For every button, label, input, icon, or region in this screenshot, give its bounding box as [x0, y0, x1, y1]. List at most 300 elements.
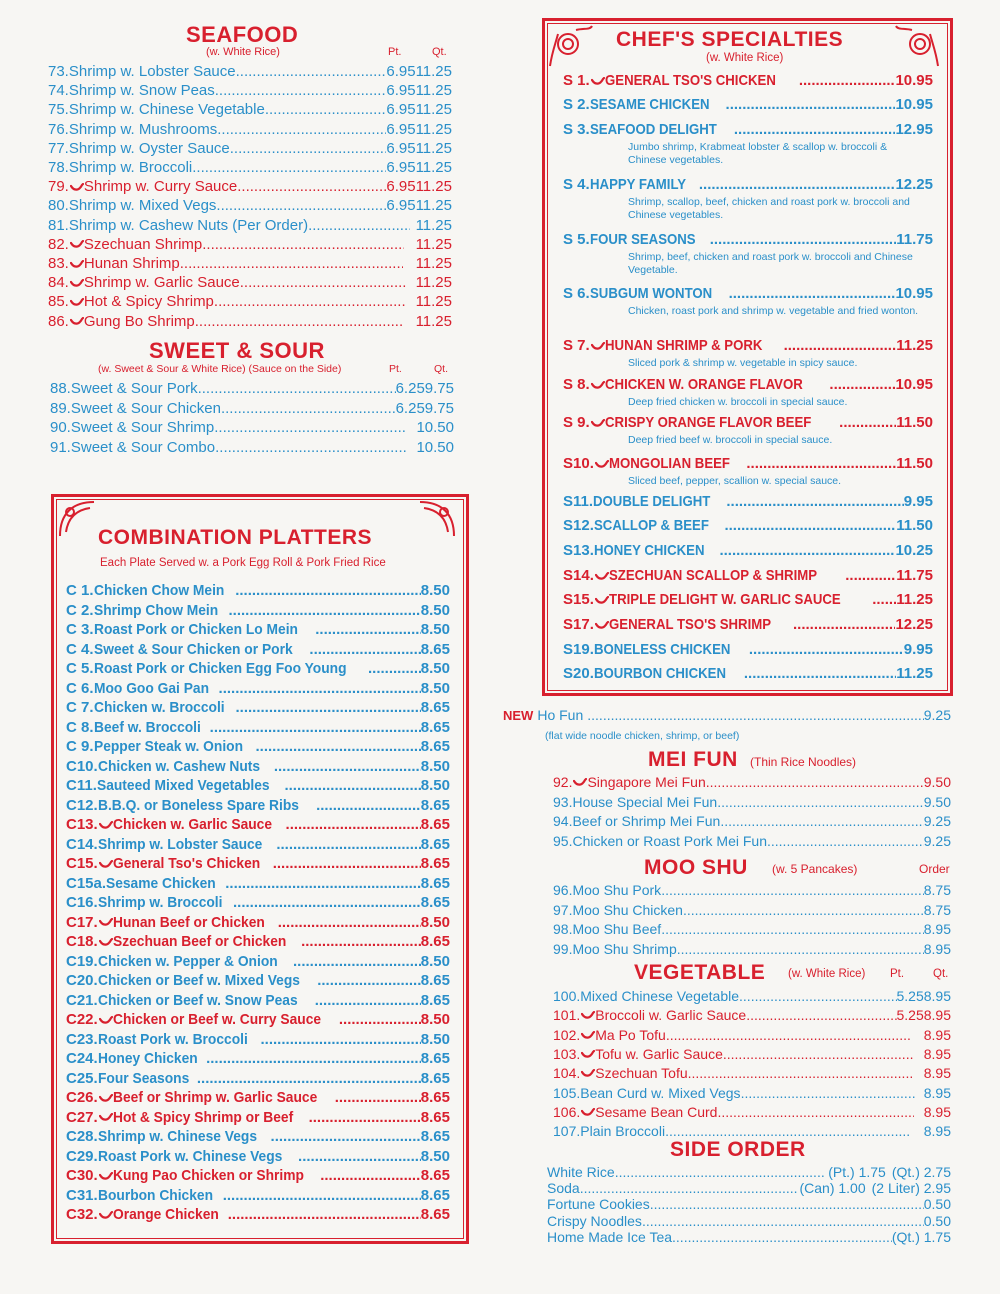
item-price: 8.75: [923, 882, 951, 898]
item-price-quart: 8.95: [923, 1026, 951, 1043]
item-name: Singapore Mei Fun: [587, 774, 706, 790]
combo-item-row: [66, 1011, 450, 1031]
chili-pepper-icon: [581, 1069, 595, 1077]
item-name: Sweet & Sour Chicken: [70, 399, 221, 417]
ornament-corner-icon: [56, 498, 96, 538]
combo-item-row: [66, 914, 450, 934]
item-price: 9.50: [923, 774, 951, 790]
item-name: Four Seasons: [97, 1069, 189, 1087]
item-number: C 6.: [66, 679, 94, 697]
menu-item-row: [553, 813, 951, 829]
item-number: 102.: [553, 1027, 595, 1043]
item-name: FOUR SEASONS: [589, 231, 696, 248]
item-price: 8.65: [420, 1206, 450, 1223]
side-order-row: [547, 1164, 951, 1180]
menu-item-row: [553, 941, 951, 957]
item-name: Soda: [547, 1180, 580, 1197]
item-price: 11.25: [896, 665, 933, 682]
item-name: Honey Chicken: [97, 1050, 198, 1067]
item-name: Chicken w. Pepper & Onion: [97, 952, 278, 970]
item-price: 8.50: [420, 621, 450, 638]
item-price-quart: 11.25: [415, 159, 452, 176]
item-price-pint: 6.25: [395, 380, 425, 397]
menu-item-row: [553, 1046, 951, 1062]
item-price: 8.65: [420, 855, 450, 872]
combo-item-row: [66, 738, 450, 758]
ornament-corner-icon: [418, 498, 458, 538]
menu-item-row: [553, 1065, 951, 1081]
item-price: 11.50: [896, 455, 933, 472]
chili-pepper-icon: [99, 1172, 113, 1180]
item-number: 93.: [553, 793, 573, 810]
chef-item-row: [563, 517, 933, 534]
item-price-small: (Pt.) 1.75: [828, 1164, 886, 1180]
item-name: HONEY CHICKEN: [593, 542, 705, 559]
item-name: Sweet & Sour Shrimp: [70, 419, 215, 437]
item-price: 8.65: [420, 1069, 450, 1087]
ho-fun-name: Ho Fun: [537, 707, 584, 723]
item-number: S 6.: [563, 285, 590, 302]
item-name: Moo Shu Shrimp: [572, 940, 677, 957]
side-order-title: SIDE ORDER: [670, 1138, 806, 1161]
item-number: 91.: [50, 438, 71, 456]
seafood-title: SEAFOOD: [186, 22, 299, 47]
item-name: SEAFOOD DELIGHT: [589, 121, 717, 138]
item-name: Sweet & Sour Combo: [70, 438, 216, 456]
item-description: Shrimp, beef, chicken and roast pork w. broccoli and Chinese Vegetable.: [628, 251, 913, 276]
item-name: Shrimp w. Mixed Vegs: [68, 197, 217, 215]
item-name: Bean Curd w. Mixed Vegs: [580, 1084, 741, 1101]
item-price-quart: 10.50: [416, 419, 454, 437]
item-price-quart: 8.95: [923, 1065, 951, 1082]
ho-fun-price: 9.25: [923, 707, 951, 723]
item-name: Broccoli w. Garlic Sauce: [595, 1007, 747, 1024]
item-price: 11.50: [896, 517, 933, 534]
menu-item-row: [48, 313, 452, 332]
item-price: 8.50: [420, 1011, 450, 1028]
item-number: 90.: [50, 419, 71, 437]
chili-pepper-icon: [99, 1016, 113, 1024]
item-number: C21.: [66, 991, 98, 1009]
chili-pepper-icon: [595, 621, 609, 629]
item-number: 86.: [48, 313, 84, 330]
combo-item-row: [66, 777, 450, 797]
item-name: DOUBLE DELIGHT: [593, 493, 711, 510]
item-number: 80.: [48, 197, 69, 215]
item-price: 10.25: [895, 542, 933, 559]
item-number: C26.: [66, 1089, 113, 1106]
item-number: C22.: [66, 1011, 113, 1028]
item-name: HUNAN SHRIMP & PORK: [604, 337, 763, 354]
item-number: S 2.: [563, 96, 590, 113]
item-price: 0.50: [923, 1212, 951, 1229]
combo-item-row: [66, 758, 450, 778]
item-number: C 4.: [66, 640, 94, 658]
item-price: 8.50: [420, 679, 450, 697]
item-price: 11.25: [896, 337, 933, 354]
chili-pepper-icon: [70, 240, 84, 248]
item-number: 95.: [553, 832, 573, 849]
item-price: 8.50: [420, 952, 450, 970]
item-price: 8.65: [420, 874, 450, 892]
item-name: Kung Pao Chicken or Shrimp: [112, 1167, 304, 1184]
item-number: 77.: [48, 139, 69, 157]
item-name: Roast Pork w. Chinese Vegs: [97, 1147, 283, 1165]
item-price-quart: 8.95: [923, 988, 951, 1004]
item-name: Mixed Chinese Vegetable: [580, 988, 740, 1004]
item-price: 8.65: [420, 640, 450, 658]
combo-item-row: [66, 660, 450, 680]
item-price-pint: 5.25: [896, 1007, 924, 1024]
item-number: S 4.: [563, 176, 590, 193]
item-number: C13.: [66, 816, 113, 833]
chef-item-row: [563, 616, 933, 633]
item-name: Shrimp w. Chinese Vegs: [97, 1128, 257, 1145]
item-price: (2 Liter) 2.95: [871, 1180, 951, 1197]
item-name: GENERAL TSO'S SHRIMP: [608, 616, 771, 633]
item-number: S 7.: [563, 337, 605, 354]
item-price: 8.75: [923, 901, 951, 918]
item-name: Szechuan Shrimp: [83, 235, 203, 253]
item-name: Hunan Shrimp: [83, 255, 180, 272]
menu-item-row: [48, 236, 452, 255]
item-price-quart: 11.25: [415, 139, 452, 157]
rose-ornament-icon: [894, 22, 942, 70]
combo-item-row: [66, 797, 450, 817]
item-price: 12.25: [895, 176, 933, 193]
item-price-pint: 6.95: [386, 63, 416, 80]
mei-fun-title: MEI FUN: [648, 748, 738, 771]
item-name: Hot & Spicy Shrimp: [83, 293, 214, 311]
combo-item-row: [66, 1109, 450, 1129]
item-number: C11.: [66, 777, 97, 794]
item-number: C 7.: [66, 699, 94, 716]
chili-pepper-icon: [70, 279, 84, 287]
item-name: Beef or Shrimp w. Garlic Sauce: [112, 1089, 317, 1106]
item-price: 8.65: [420, 972, 450, 989]
item-number: S11.: [563, 493, 594, 510]
item-price-pint: 6.95: [386, 197, 416, 215]
item-name: CHICKEN W. ORANGE FLAVOR: [604, 376, 803, 393]
chef-item-row: [563, 176, 933, 193]
side-order-row: [547, 1229, 951, 1245]
item-number: C 9.: [66, 738, 94, 755]
item-number: S10.: [563, 455, 609, 472]
side-order-row: [547, 1196, 951, 1212]
item-price: 12.95: [895, 121, 933, 138]
item-name: Roast Pork or Chicken Egg Foo Young: [93, 660, 347, 677]
combo-item-row: [66, 1148, 450, 1168]
item-price: 8.65: [420, 796, 450, 814]
item-name: Bourbon Chicken: [97, 1186, 213, 1204]
item-price: 8.65: [420, 816, 450, 833]
item-price: 8.50: [420, 913, 450, 931]
item-name: Szechuan Beef or Chicken: [112, 933, 287, 950]
item-price-quart: 10.50: [416, 438, 454, 456]
item-number: 97.: [553, 901, 573, 918]
item-name: Gung Bo Shrimp: [83, 312, 195, 330]
combo-item-row: [66, 719, 450, 739]
item-name: SUBGUM WONTON: [589, 285, 712, 302]
item-number: 73.: [48, 63, 69, 80]
item-price-pint: 6.95: [386, 82, 416, 100]
item-name: GENERAL TSO'S CHICKEN: [604, 72, 776, 89]
sweet-sour-title: SWEET & SOUR: [149, 338, 325, 363]
combo-item-row: [66, 953, 450, 973]
combo-item-row: [66, 1206, 450, 1226]
item-name: Chicken w. Broccoli: [93, 699, 225, 716]
item-name: White Rice: [547, 1164, 615, 1180]
item-price-quart: 11.25: [415, 197, 452, 215]
side-order-row: [547, 1213, 951, 1229]
vegetable-subtitle: (w. White Rice): [788, 968, 866, 980]
item-price: 8.95: [923, 921, 951, 937]
menu-item-row: [48, 274, 452, 293]
side-order-row: [547, 1180, 951, 1196]
item-number: S 9.: [563, 414, 605, 431]
item-price: 8.50: [420, 1147, 450, 1165]
combo-item-row: [66, 816, 450, 836]
sweet-sour-col-pt: Pt.: [389, 363, 402, 375]
item-price: 8.65: [420, 991, 450, 1009]
item-price-quart: 8.95: [923, 1123, 951, 1140]
item-number: S 8.: [563, 376, 605, 393]
item-price: 12.25: [895, 616, 933, 633]
item-name: Roast Pork or Chicken Lo Mein: [93, 621, 298, 638]
combo-item-row: [66, 836, 450, 856]
combo-item-row: [66, 875, 450, 895]
item-number: 83.: [48, 255, 84, 272]
item-name: Chicken or Roast Pork Mei Fun: [572, 832, 767, 849]
seafood-subtitle: (w. White Rice): [206, 46, 280, 58]
item-description: Shrimp, scallop, beef, chicken and roast pork w. broccoli and Chinese vegetables.: [628, 196, 910, 221]
combo-item-row: [66, 972, 450, 992]
item-number: C29.: [66, 1147, 98, 1165]
menu-item-row: [50, 400, 454, 417]
item-name: Chicken w. Garlic Sauce: [112, 816, 272, 833]
chef-subtitle: (w. White Rice): [706, 52, 784, 64]
item-price-quart: 9.75: [424, 380, 454, 397]
item-price: 8.65: [420, 1167, 450, 1184]
item-price: 8.50: [420, 757, 450, 775]
menu-item-row: [48, 140, 452, 159]
item-number: C15.: [66, 855, 113, 872]
item-description: Deep fried beef w. broccoli in special sauce.: [628, 434, 833, 446]
item-number: 106.: [553, 1104, 595, 1120]
chef-item-row: [563, 493, 933, 510]
item-price: 8.50: [420, 777, 450, 794]
item-price: 10.95: [895, 376, 933, 393]
chef-item-row: [563, 567, 933, 584]
item-name: Hunan Beef or Chicken: [112, 913, 265, 931]
combo-item-row: [66, 602, 450, 622]
item-name: Sweet & Sour Pork: [70, 380, 198, 397]
item-name: Shrimp w. Garlic Sauce: [83, 274, 240, 292]
combo-item-row: [66, 1031, 450, 1051]
item-number: 98.: [553, 921, 573, 937]
item-name: Ma Po Tofu: [595, 1026, 666, 1043]
menu-item-row: [48, 197, 452, 216]
item-price: 8.65: [420, 718, 450, 736]
item-name: Pepper Steak w. Onion: [93, 738, 243, 755]
item-name: Chicken or Beef w. Mixed Vegs: [97, 972, 300, 989]
item-name: Tofu w. Garlic Sauce: [595, 1045, 723, 1062]
item-name: Sweet & Sour Chicken or Pork: [93, 640, 293, 658]
chili-pepper-icon: [595, 572, 609, 580]
item-number: C18.: [66, 933, 113, 950]
chili-pepper-icon: [591, 381, 605, 389]
item-name: SZECHUAN SCALLOP & SHRIMP: [608, 567, 817, 584]
sweet-sour-subtitle: (w. Sweet & Sour & White Rice) (Sauce on the Side): [98, 363, 342, 375]
item-number: C30.: [66, 1167, 113, 1184]
chef-item-row: [563, 665, 933, 682]
chili-pepper-icon: [99, 860, 113, 868]
item-price-quart: 11.25: [415, 255, 452, 272]
moo-shu-title: MOO SHU: [644, 856, 748, 879]
menu-item-row: [50, 380, 454, 397]
item-name: Moo Shu Beef: [572, 921, 662, 937]
item-number: 74.: [48, 82, 69, 100]
ho-fun-row: [503, 707, 951, 723]
vegetable-col-qt: Qt.: [933, 968, 949, 980]
chili-pepper-icon: [581, 1108, 595, 1116]
item-name: Fortune Cookies: [547, 1196, 650, 1213]
item-price-quart: 8.95: [923, 1045, 951, 1062]
item-name: Sauteed Mixed Vegetables: [96, 777, 270, 794]
item-number: 103.: [553, 1046, 595, 1062]
chili-pepper-icon: [99, 821, 113, 829]
item-price-pint: 6.95: [386, 159, 416, 176]
menu-item-row: [48, 217, 452, 236]
item-name: Chicken or Beef w. Snow Peas: [97, 991, 298, 1009]
item-price: 8.65: [420, 1108, 450, 1126]
item-name: Shrimp w. Lobster Sauce: [97, 835, 263, 853]
item-name: Shrimp w. Snow Peas: [68, 82, 215, 100]
item-description: Deep fried chicken w. broccoli in special sauce.: [628, 396, 848, 408]
combo-item-row: [66, 894, 450, 914]
item-number: 101.: [553, 1007, 595, 1023]
item-number: 89.: [50, 399, 71, 417]
item-number: S 3.: [563, 121, 590, 138]
item-name: Home Made Ice Tea: [547, 1228, 673, 1245]
item-name: Beef w. Broccoli: [93, 718, 201, 736]
item-name: HAPPY FAMILY: [589, 176, 686, 193]
item-number: C27.: [66, 1109, 113, 1126]
item-name: Beef or Shrimp Mei Fun: [572, 813, 721, 829]
combo-item-row: [66, 680, 450, 700]
item-name: Shrimp w. Chinese Vegetable: [68, 101, 265, 119]
vegetable-title: VEGETABLE: [634, 961, 766, 984]
item-name: Shrimp w. Cashew Nuts (Per Order): [68, 216, 309, 234]
combination-title: COMBINATION PLATTERS: [98, 526, 373, 549]
item-price-pint: 6.95: [386, 101, 416, 119]
menu-item-row: [553, 794, 951, 810]
item-number: C25.: [66, 1069, 98, 1087]
item-number: 78.: [48, 159, 69, 176]
chili-pepper-icon: [99, 938, 113, 946]
item-number: S12.: [563, 517, 594, 534]
item-price-quart: 9.75: [424, 399, 454, 417]
item-price: 8.50: [420, 1030, 450, 1048]
item-name: Sesame Bean Curd: [595, 1103, 718, 1120]
item-price: 10.95: [895, 285, 933, 302]
item-name: General Tso's Chicken: [112, 855, 260, 872]
item-number: C14.: [66, 835, 98, 853]
item-price: 9.25: [923, 832, 951, 849]
menu-item-row: [48, 159, 452, 178]
combo-item-row: [66, 582, 450, 602]
item-price-quart: 11.25: [415, 274, 452, 292]
vegetable-col-pt: Pt.: [890, 968, 905, 980]
chili-pepper-icon: [99, 1094, 113, 1102]
item-number: 75.: [48, 101, 69, 119]
item-number: 84.: [48, 274, 84, 291]
chef-item-row: [563, 72, 933, 89]
combo-item-row: [66, 641, 450, 661]
item-price-quart: 11.25: [415, 293, 452, 311]
item-name: Plain Broccoli: [580, 1123, 666, 1140]
sweet-sour-col-qt: Qt.: [434, 363, 449, 375]
item-price-pint: 6.95: [386, 139, 416, 157]
chili-pepper-icon: [99, 918, 113, 926]
item-price-quart: 8.95: [923, 1007, 951, 1024]
item-number: C 1.: [66, 582, 94, 599]
chili-pepper-icon: [70, 317, 84, 325]
chili-pepper-icon: [99, 1113, 113, 1121]
item-price-quart: 8.95: [923, 1103, 951, 1120]
item-number: C28.: [66, 1128, 98, 1145]
chili-pepper-icon: [70, 298, 84, 306]
chili-pepper-icon: [70, 260, 84, 268]
menu-item-row: [48, 101, 452, 120]
chili-pepper-icon: [581, 1011, 595, 1019]
item-name: Chicken Chow Mein: [93, 582, 224, 599]
menu-item-row: [553, 988, 951, 1004]
chili-pepper-icon: [591, 419, 605, 427]
item-number: C 3.: [66, 621, 94, 638]
menu-item-row: [553, 1027, 951, 1043]
item-number: 92.: [553, 774, 587, 790]
item-number: C17.: [66, 914, 113, 931]
chili-pepper-icon: [581, 1050, 595, 1058]
item-number: S13.: [563, 542, 594, 559]
item-description: Sliced pork & shrimp w. vegetable in spicy sauce.: [628, 357, 858, 369]
item-price-quart: 11.25: [415, 120, 452, 138]
item-price: 8.95: [923, 940, 951, 957]
item-price-quart: 11.25: [415, 312, 452, 330]
item-name: BONELESS CHICKEN: [593, 641, 731, 658]
item-number: C19.: [66, 952, 98, 970]
item-name: CRISPY ORANGE FLAVOR BEEF: [604, 414, 812, 431]
chef-item-row: [563, 591, 933, 608]
item-name: Shrimp w. Mushrooms: [68, 120, 218, 138]
item-name: SCALLOP & BEEF: [593, 517, 709, 534]
menu-item-row: [553, 882, 951, 898]
combo-item-row: [66, 621, 450, 641]
item-description: Chicken, roast pork and shrimp w. vegetable and fried wonton.: [628, 305, 919, 317]
chili-pepper-icon: [99, 1211, 113, 1219]
item-number: C16.: [66, 894, 98, 911]
new-badge: NEW: [503, 708, 534, 723]
item-name: Shrimp Chow Mein: [93, 601, 218, 619]
item-name: Orange Chicken: [112, 1206, 219, 1223]
item-name: Shrimp w. Curry Sauce: [83, 178, 238, 196]
item-number: C24.: [66, 1050, 98, 1067]
moo-shu-subtitle: (w. 5 Pancakes): [772, 862, 858, 876]
item-description: Jumbo shrimp, Krabmeat lobster & scallop w. broccoli & Chinese vegetables.: [628, 141, 888, 166]
combo-item-row: [66, 699, 450, 719]
chili-pepper-icon: [595, 596, 609, 604]
